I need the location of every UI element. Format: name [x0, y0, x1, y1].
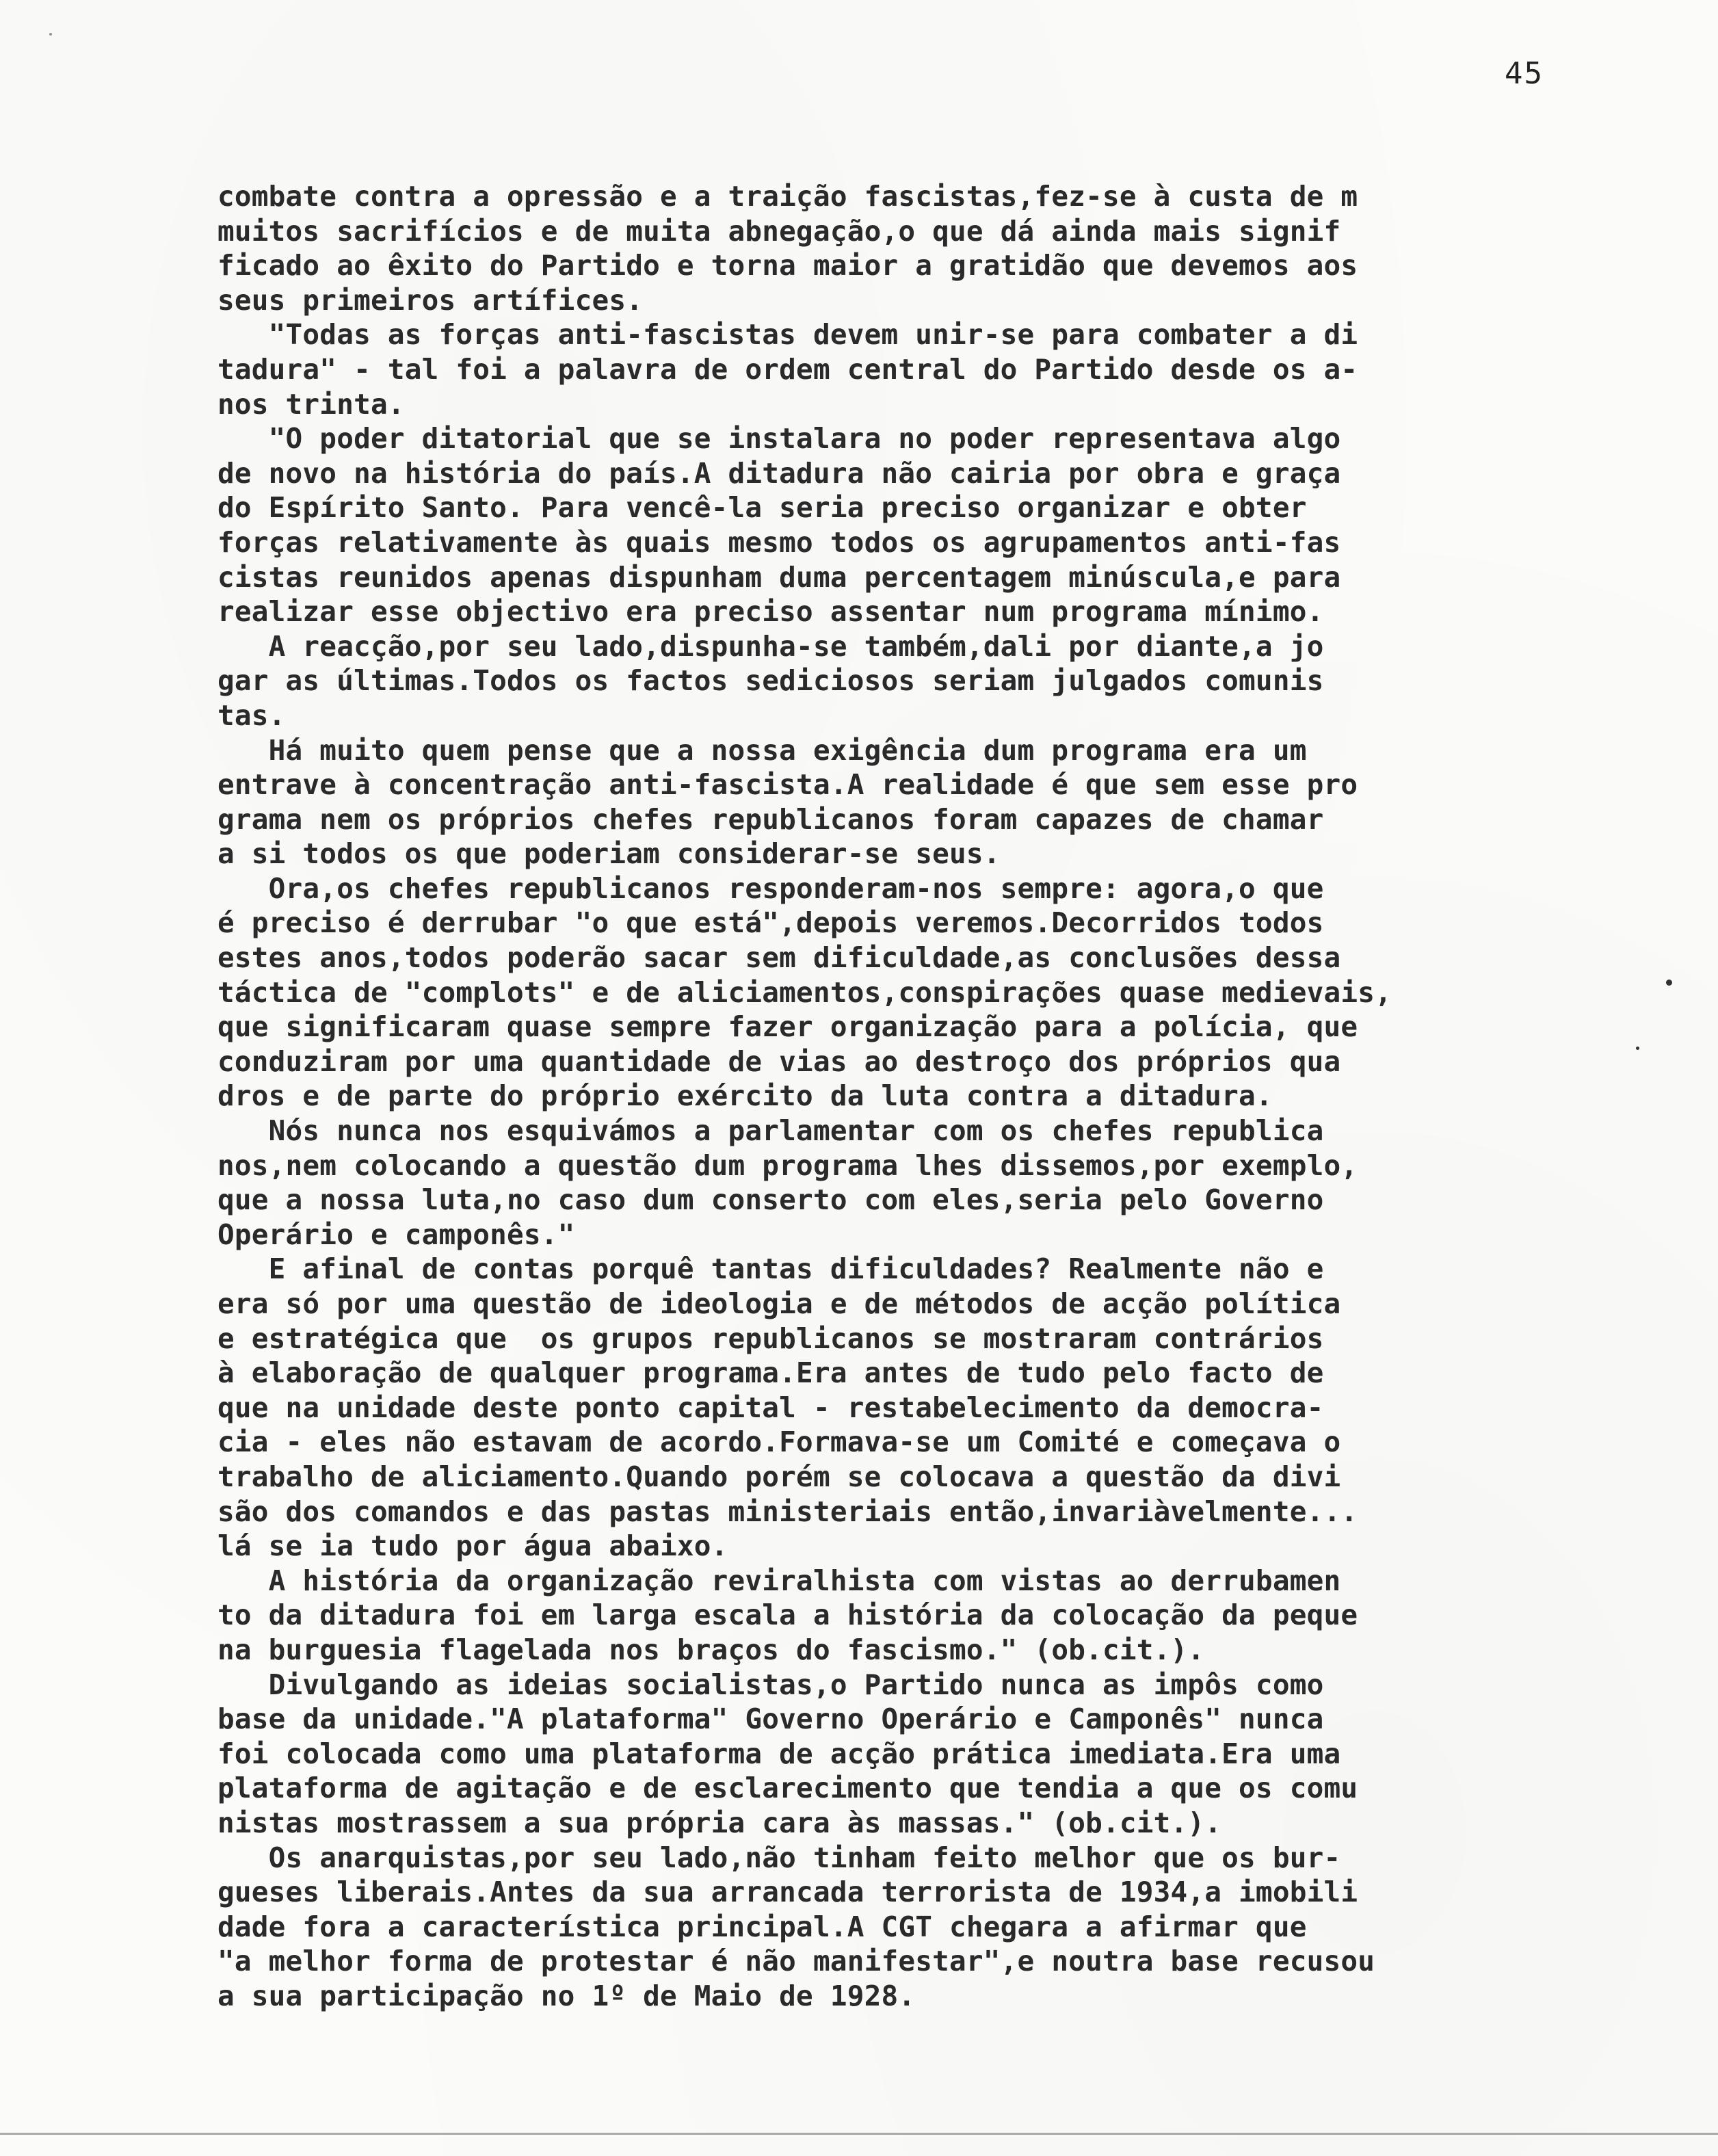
text-line: era só por uma questão de ideologia e de métodos de acção política	[217, 1287, 1341, 1320]
text-line: tas.	[217, 698, 286, 732]
ink-speck	[1666, 980, 1672, 986]
typewritten-text-body	[217, 179, 1592, 2013]
text-line: gar as últimas.Todos os factos sediciosos seriam julgados comunis	[217, 664, 1324, 698]
text-line: E afinal de contas porquê tantas dificuldades? Realmente não e	[217, 1252, 1324, 1286]
text-line: a sua participação no 1º de Maio de 1928.	[217, 1979, 916, 2012]
text-line: ficado ao êxito do Partido e torna maior a gratidão que devemos aos	[217, 249, 1358, 282]
text-line: Há muito quem pense que a nossa exigência dum programa era um	[217, 733, 1307, 767]
text-line: entrave à concentração anti-fascista.A realidade é que sem esse pro	[217, 768, 1358, 802]
text-line: nos,nem colocando a questão dum programa lhes dissemos,por exemplo,	[217, 1148, 1358, 1182]
text-line: A reacção,por seu lado,dispunha-se também,dali por diante,a jo	[217, 629, 1324, 663]
text-line: na burguesia flagelada nos braços do fascismo." (ob.cit.).	[217, 1633, 1205, 1666]
text-line: Os anarquistas,por seu lado,não tinham feito melhor que os bur-	[217, 1841, 1341, 1874]
text-line: Operário e camponês."	[217, 1218, 575, 1251]
text-line: à elaboração de qualquer programa.Era antes de tudo pelo facto de	[217, 1356, 1324, 1390]
text-line: dade fora a característica principal.A CGT chegara a afirmar que	[217, 1910, 1307, 1943]
text-line: do Espírito Santo. Para vencê-la seria preciso organizar e obter	[217, 491, 1307, 525]
text-line: "O poder ditatorial que se instalara no poder representava algo	[217, 422, 1341, 456]
text-line: cistas reunidos apenas dispunham duma percentagem minúscula,e para	[217, 560, 1341, 594]
text-line: forças relativamente às quais mesmo todos os agrupamentos anti-fas	[217, 525, 1341, 559]
page-number: 45	[1505, 56, 1544, 91]
text-line: nistas mostrassem a sua própria cara às massas." (ob.cit.).	[217, 1806, 1222, 1839]
text-line: realizar esse objectivo era preciso assentar num programa mínimo.	[217, 595, 1324, 629]
text-line: Ora,os chefes republicanos responderam-nos sempre: agora,o que	[217, 871, 1324, 905]
text-line: Divulgando as ideias socialistas,o Partido nunca as impôs como	[217, 1668, 1324, 1701]
text-line: base da unidade."A plataforma" Governo Operário e Camponês" nunca	[217, 1703, 1324, 1736]
text-line: é preciso é derrubar "o que está",depois veremos.Decorridos todos	[217, 906, 1324, 940]
text-line: que significaram quase sempre fazer organização para a polícia, que	[217, 1010, 1358, 1044]
text-line: que na unidade deste ponto capital - restabelecimento da democra-	[217, 1391, 1324, 1424]
text-line: foi colocada como uma plataforma de acção prática imediata.Era uma	[217, 1737, 1341, 1770]
text-line: conduziram por uma quantidade de vias ao destroço dos próprios qua	[217, 1044, 1341, 1078]
text-line: "a melhor forma de protestar é não manifestar",e noutra base recusou	[217, 1945, 1375, 1978]
text-line: A história da organização reviralhista com vistas ao derrubamen	[217, 1564, 1341, 1597]
text-line: combate contra a opressão e a traição fascistas,fez-se à custa de m	[217, 180, 1358, 213]
text-line: a si todos os que poderiam considerar-se seus.	[217, 837, 1001, 871]
text-line: to da ditadura foi em larga escala a história da colocação da peque	[217, 1599, 1358, 1632]
text-line: "Todas as forças anti-fascistas devem unir-se para combater a di	[217, 318, 1358, 352]
text-line: Nós nunca nos esquivámos a parlamentar com os chefes republica	[217, 1114, 1324, 1148]
text-line: muitos sacrifícios e de muita abnegação,o que dá ainda mais signif	[217, 214, 1341, 248]
text-line: trabalho de aliciamento.Quando porém se colocava a questão da divi	[217, 1460, 1341, 1493]
text-line: gueses liberais.Antes da sua arrancada terrorista de 1934,a imobili	[217, 1876, 1358, 1909]
text-line: lá se ia tudo por água abaixo.	[217, 1529, 728, 1563]
text-line: plataforma de agitação e de esclarecimento que tendia a que os comu	[217, 1772, 1358, 1805]
text-line: e estratégica que os grupos republicanos se mostraram contrários	[217, 1322, 1324, 1355]
text-line: cia - eles não estavam de acordo.Formava-se um Comité e começava o	[217, 1425, 1341, 1459]
text-line: nos trinta.	[217, 387, 405, 421]
ink-speck	[49, 33, 52, 36]
text-line: táctica de "complots" e de aliciamentos,conspirações quase medievais,	[217, 975, 1392, 1009]
text-line: são dos comandos e das pastas ministeriais então,invariàvelmente...	[217, 1495, 1358, 1528]
text-line: de novo na história do país.A ditadura não cairia por obra e graça	[217, 456, 1341, 490]
ink-speck	[1636, 1047, 1639, 1050]
text-line: estes anos,todos poderão sacar sem dificuldade,as conclusões dessa	[217, 941, 1341, 975]
text-line: grama nem os próprios chefes republicanos foram capazes de chamar	[217, 802, 1324, 836]
text-line: tadura" - tal foi a palavra de ordem central do Partido desde os a-	[217, 352, 1358, 386]
bottom-edge-rule	[0, 2133, 1718, 2135]
text-line: que a nossa luta,no caso dum conserto com eles,seria pelo Governo	[217, 1183, 1324, 1217]
text-line: seus primeiros artífices.	[217, 283, 644, 317]
text-line: dros e de parte do próprio exército da luta contra a ditadura.	[217, 1079, 1273, 1113]
